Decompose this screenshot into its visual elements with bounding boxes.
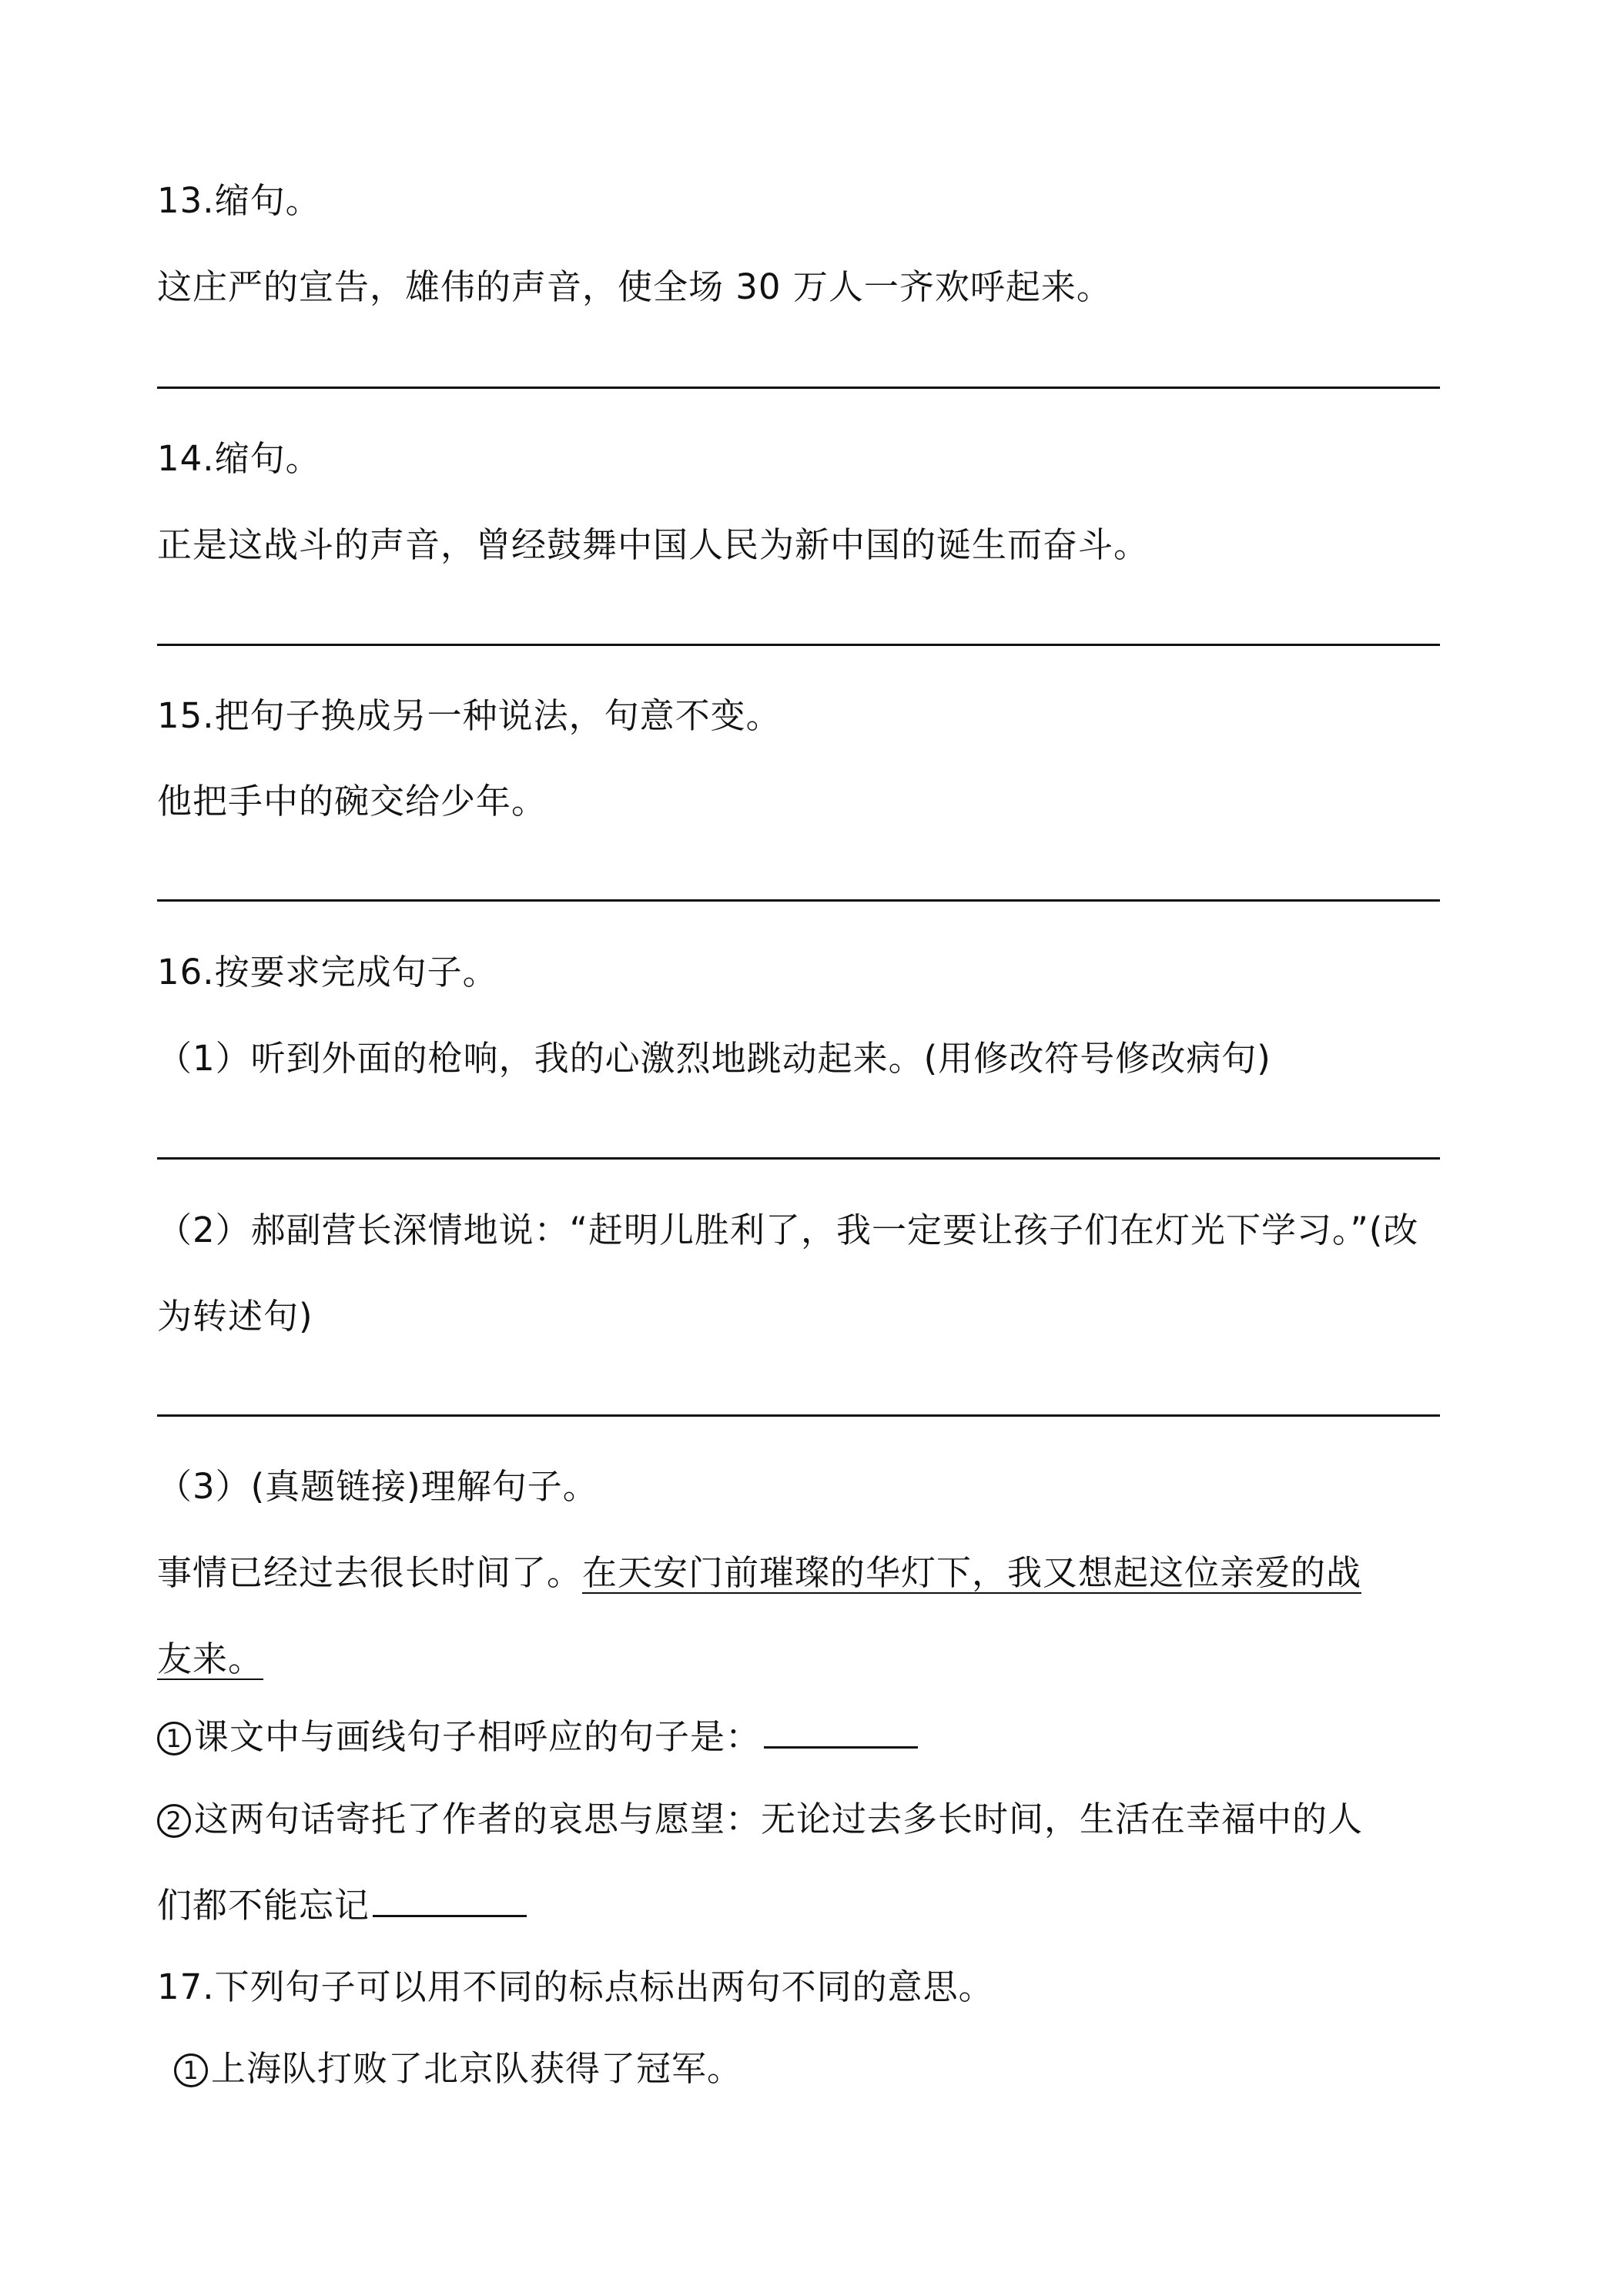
q16-part3-title: （3）(真题链接)理解句子。 — [157, 1466, 598, 1507]
q14-answer-line[interactable] — [157, 644, 1440, 646]
sub2-text: 这两句话寄托了作者的哀思与愿望：无论过去多长时间，生活在幸福中的人 — [194, 1799, 1364, 1839]
q16-sub2-line2 — [157, 1885, 527, 1926]
sub2-blank[interactable] — [373, 1887, 527, 1917]
q16-passage-line1 — [157, 1552, 1362, 1593]
circled-number: 2 — [157, 1804, 191, 1838]
q15-answer-line[interactable] — [157, 899, 1440, 902]
q16-part1: （1）听到外面的枪响，我的心激烈地跳动起来。(用修改符号修改病句) — [157, 1038, 1271, 1079]
q16-part1-answer-line[interactable] — [157, 1157, 1440, 1160]
q13-title: 13.缩句。 — [157, 180, 321, 221]
q15-title: 15.把句子换成另一种说法，句意不变。 — [157, 695, 782, 736]
q16-part2-line1: （2）郝副营长深情地说：“赶明儿胜利了，我一定要让孩子们在灯光下学习。”(改 — [157, 1210, 1419, 1250]
sub2-text-cont: 们都不能忘记 — [157, 1885, 370, 1926]
q16-sub1 — [157, 1716, 918, 1757]
sub1-blank[interactable] — [764, 1719, 918, 1749]
q16-part2-answer-line[interactable] — [157, 1414, 1440, 1417]
q15-sentence: 他把手中的碗交给少年。 — [157, 781, 547, 822]
sub1-text: 课文中与画线句子相呼应的句子是： — [194, 1716, 762, 1757]
q13-answer-line[interactable] — [157, 387, 1440, 389]
passage-underlined: 在天安门前璀璨的华灯下，我又想起这位亲爱的战 — [582, 1552, 1362, 1593]
passage-underlined-cont: 友来。 — [157, 1638, 264, 1679]
passage-plain: 事情已经过去很长时间了。 — [157, 1552, 583, 1593]
q17-item1 — [174, 2048, 743, 2089]
q13-sentence: 这庄严的宣告，雄伟的声音，使全场 30 万人一齐欢呼起来。 — [157, 266, 1112, 307]
q16-sub2-line1 — [157, 1799, 1364, 1839]
q14-title: 14.缩句。 — [157, 438, 321, 479]
q14-sentence: 正是这战斗的声音，曾经鼓舞中国人民为新中国的诞生而奋斗。 — [157, 524, 1150, 565]
q16-part2-line2: 为转述句) — [157, 1296, 313, 1337]
q17-title: 17.下列句子可以用不同的标点标出两句不同的意思。 — [157, 1966, 994, 2007]
item1-text: 上海队打败了北京队获得了冠军。 — [211, 2048, 743, 2089]
circled-number: 1 — [174, 2053, 208, 2087]
q16-passage-line2 — [157, 1638, 264, 1679]
circled-number: 1 — [157, 1722, 191, 1755]
q16-title: 16.按要求完成句子。 — [157, 952, 498, 992]
